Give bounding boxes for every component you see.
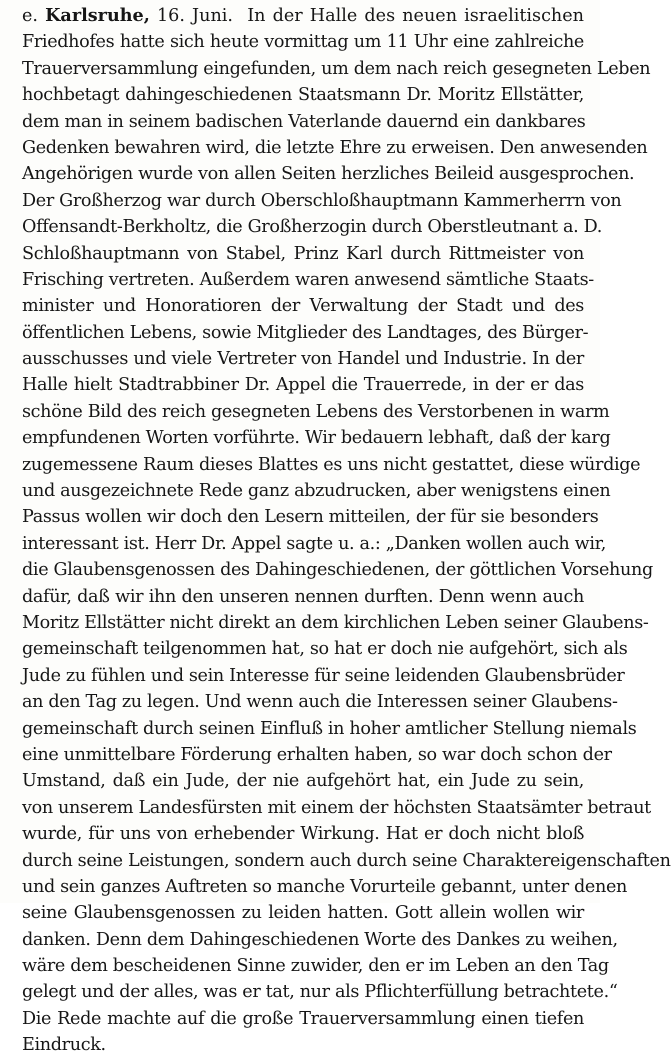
- dateline-place: Karlsruhe,: [45, 5, 150, 26]
- text-line: Offensandt-Berkholtz, die Großherzogin durch Oberstleutnant a. D.: [22, 217, 602, 238]
- text-line: Schloßhauptmann von Stabel, Prinz Karl durch Rittmeister von: [22, 243, 584, 264]
- text-line: hochbetagt dahingeschiedenen Staatsmann Dr. Moritz Ellstätter,: [22, 85, 584, 106]
- text-line: Friedhofes hatte sich heute vormittag um 11 Uhr eine zahlreiche: [22, 32, 584, 53]
- text-line: Angehörigen wurde von allen Seiten herzliches Beileid ausgesprochen.: [22, 164, 635, 185]
- text-line: und ausgezeichnete Rede ganz abzudrucken, aber wenigstens einen: [22, 481, 611, 502]
- text-line: gelegt und der alles, was er tat, nur als Pflichterfüllung betrachtete.“: [22, 982, 618, 1003]
- text-line: gemeinschaft durch seinen Einfluß in hoher amtlicher Stellung niemals: [22, 718, 637, 739]
- first-line-text: In der Halle des neuen israelitischen: [247, 6, 585, 26]
- article-first-line: [22, 3, 584, 29]
- article-text: [22, 3, 671, 1059]
- text-line: die Glaubensgenossen des Dahingeschiedenen, der göttlichen Vorsehung: [22, 560, 653, 581]
- text-line: Passus wollen wir doch den Lesern mitteilen, der für sie besonders: [22, 507, 599, 528]
- text-line: eine unmittelbare Förderung erhalten haben, so war doch schon der: [22, 744, 612, 765]
- text-line: wäre dem bescheidenen Sinne zuwider, den er im Leben an den Tag: [22, 956, 609, 977]
- text-line: Halle hielt Stadtrabbiner Dr. Appel die Trauerrede, in der er das: [22, 375, 584, 396]
- text-line: seine Glaubensgenossen zu leiden hatten. Gott allein wollen wir: [22, 903, 584, 924]
- text-line: dafür, daß wir ihn den unseren nennen durften. Denn wenn auch: [22, 586, 584, 607]
- text-line: wurde, für uns von erhebender Wirkung. Hat er doch nicht bloß: [22, 824, 584, 845]
- text-line: Die Rede machte auf die große Trauerversammlung einen tiefen: [22, 1008, 584, 1029]
- text-line: Moritz Ellstätter nicht direkt an dem kirchlichen Leben seiner Glaubens-: [22, 612, 649, 633]
- text-line: ausschusses und viele Vertreter von Handel und Industrie. In der: [22, 349, 584, 370]
- text-line: schöne Bild des reich gesegneten Lebens des Verstorbenen in warm: [22, 401, 610, 422]
- text-line: durch seine Leistungen, sondern auch durch seine Charaktereigenschaften: [22, 850, 671, 871]
- text-line: danken. Denn dem Dahingeschiedenen Worte des Dankes zu weihen,: [22, 929, 618, 950]
- text-line: und sein ganzes Auftreten so manche Vorurteile gebannt, unter denen: [22, 876, 628, 897]
- dateline-date: 16. Juni.: [156, 6, 233, 26]
- text-line: minister und Honoratioren der Verwaltung der Stadt und des: [22, 296, 584, 317]
- text-line-last: Eindruck.: [22, 1035, 106, 1056]
- text-line: Der Großherzog war durch Oberschloßhauptmann Kammerherrn von: [22, 190, 622, 211]
- text-line: gemeinschaft teilgenommen hat, so hat er doch nie aufgehört, sich als: [22, 639, 628, 660]
- text-line: Gedenken bewahren wird, die letzte Ehre zu erweisen. Den anwesenden: [22, 137, 648, 158]
- text-line: empfundenen Worten vorführte. Wir bedauern lebhaft, daß der karg: [22, 428, 611, 449]
- text-line: von unserem Landesfürsten mit einem der höchsten Staatsämter betraut: [22, 797, 651, 818]
- item-marker: e.: [22, 6, 39, 26]
- text-line: dem man in seinem badischen Vaterlande dauernd ein dankbares: [22, 111, 586, 132]
- text-line: Trauerversammlung eingefunden, um dem nach reich gesegneten Leben: [22, 58, 651, 79]
- text-line: Umstand, daß ein Jude, der nie aufgehört hat, ein Jude zu sein,: [22, 771, 584, 792]
- text-line: Frisching vertreten. Außerdem waren anwesend sämtliche Staats-: [22, 269, 594, 290]
- text-line: Jude zu fühlen und sein Interesse für seine leidenden Glaubensbrüder: [22, 665, 625, 686]
- text-line: öffentlichen Lebens, sowie Mitglieder des Landtages, des Bürger-: [22, 322, 589, 343]
- text-line: interessant ist. Herr Dr. Appel sagte u. a.: „Danken wollen auch wir,: [22, 533, 606, 554]
- text-line: zugemessene Raum dieses Blattes es uns nicht gestattet, diese würdige: [22, 454, 641, 475]
- text-line: an den Tag zu legen. Und wenn auch die Interessen seiner Glaubens-: [22, 692, 618, 713]
